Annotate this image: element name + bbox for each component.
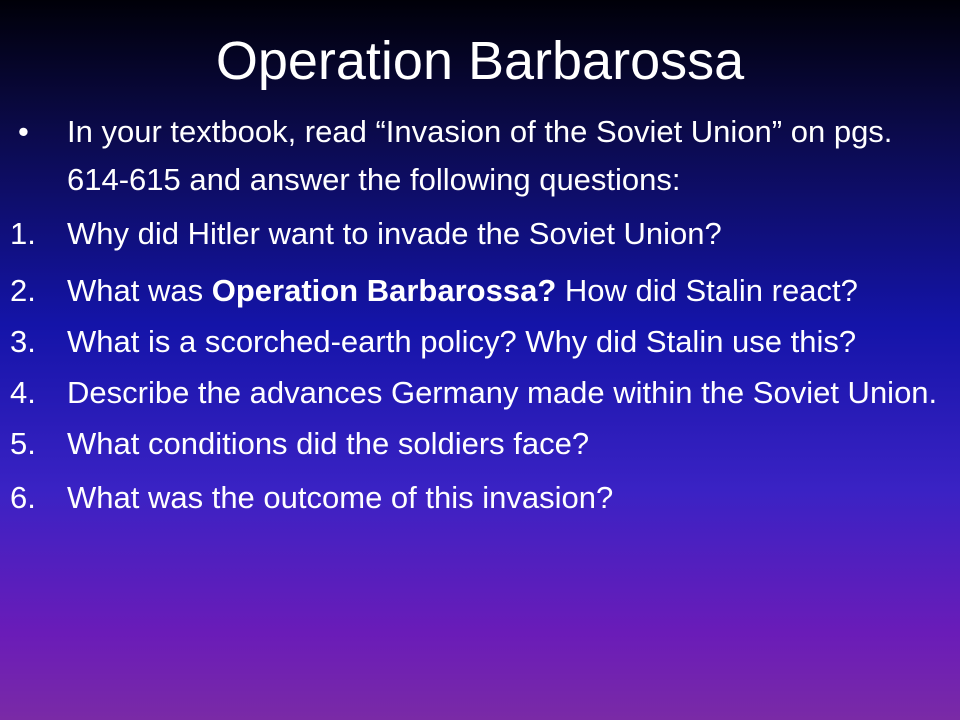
question-number: 3. (10, 324, 36, 359)
question-number: 4. (10, 375, 36, 410)
question-number: 6. (10, 480, 36, 515)
question-text: Why did Hitler want to invade the Soviet Union? (67, 216, 722, 251)
question-text: Describe the advances Germany made within the Soviet Union. (67, 375, 938, 410)
question-3 (0, 318, 960, 366)
question-text: What conditions did the soldiers face? (67, 426, 590, 461)
question-number: 2. (10, 273, 36, 308)
question-number: 1. (10, 216, 36, 251)
question-4 (0, 369, 960, 417)
instruction-text: In your textbook, read “Invasion of the Soviet Union” on pgs. 614-615 and answer the following questions: (67, 114, 893, 197)
question-text-before: What was (67, 273, 212, 308)
question-text: What is a scorched-earth policy? Why did Stalin use this? (67, 324, 857, 359)
question-number: 5. (10, 426, 36, 461)
question-2 (0, 267, 960, 315)
question-text-bold: Operation Barbarossa? (211, 273, 557, 308)
question-6 (0, 474, 960, 522)
slide-title: Operation Barbarossa (215, 31, 745, 91)
question-text-after: How did Stalin react? (556, 273, 858, 308)
bullet-marker: • (18, 114, 29, 149)
question-5 (0, 420, 960, 468)
slide-body (0, 108, 960, 522)
instruction-bullet (0, 108, 960, 204)
question-1 (0, 210, 960, 258)
question-text: What was the outcome of this invasion? (67, 480, 614, 515)
